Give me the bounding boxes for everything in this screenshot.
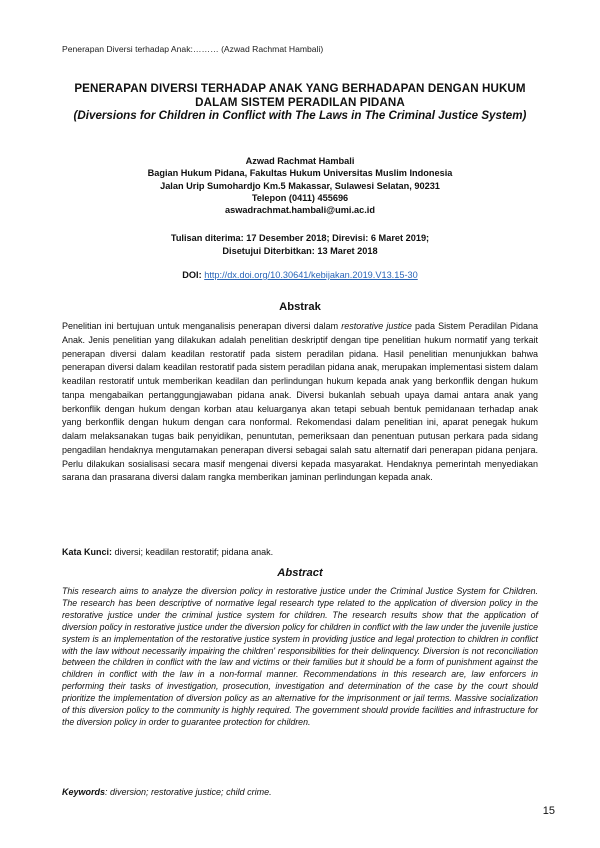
abstrak-text-part-1: Penelitian ini bertujuan untuk menganalisis penerapan diversi dalam — [62, 321, 342, 331]
paper-title: PENERAPAN DIVERSI TERHADAP ANAK YANG BERHADAPAN DENGAN HUKUM DALAM SISTEM PERADILAN PIDANA — [74, 82, 526, 109]
doi-label: DOI: — [182, 270, 202, 280]
author-address: Jalan Urip Sumohardjo Km.5 Makassar, Sulawesi Selatan, 90231 — [160, 180, 440, 191]
abstrak-italic-term: restorative justice — [341, 321, 412, 331]
kata-kunci — [62, 547, 538, 557]
submission-dates — [62, 232, 538, 257]
abstract-text: This research aims to analyze the diversion policy in restorative justice under the Criminal Justice System for Children. The research has been descriptive of normative legal research type related to the application of diversion policy in the restorative justice under the criminal justice system for children. The research results show that the application of diversion policy in restorative justice under the diversion policy for children in conflict with the law under the juvenile justice system is an implementation of the restorative justice system in providing justice and legal protection to children in conflict with the law without necessarily impairing the children' responsibilities for their delinquency. Diversion is not reconciliation between the children in conflict with the law and victims or their families but it should be a form of punishment against the children in conflict with the law in a non-formal manner. Recommendations in this research are, law enforcers in performing their tasks of investigation, prosecution, investigation and determination of the case by the court should prioritize the implementation of diversion policy as an alternative for the imprisonment or jail terms. Massive socialization of this diversion policy to the community is highly required. The government should provide facilities and infrastructure for the diversion policy in order to guarantee protection for children. — [62, 586, 538, 727]
keywords-values: : diversion; restorative justice; child crime. — [105, 787, 272, 797]
title-block — [62, 82, 538, 123]
doi — [62, 270, 538, 280]
doi-link[interactable]: http://dx.doi.org/10.30641/kebijakan.2019.V13.15-30 — [204, 270, 418, 280]
abstrak-text — [62, 320, 538, 485]
kata-kunci-label: Kata Kunci: — [62, 547, 113, 557]
author-block — [62, 155, 538, 216]
dates-line-1: Tulisan diterima: 17 Desember 2018; Direvisi: 6 Maret 2019; — [170, 233, 430, 243]
paper-title-english: (Diversions for Children in Conflict with The Laws in The Criminal Justice System) — [73, 109, 527, 122]
dates-line-2: Disetujui Diterbitkan: 13 Maret 2018 — [222, 245, 378, 256]
keywords — [62, 787, 538, 797]
author-email[interactable]: aswadrachmat.hambali@umi.ac.id — [225, 205, 375, 216]
author-phone: Telepon (0411) 455696 — [251, 192, 349, 203]
abstract-heading: Abstract — [277, 567, 323, 579]
abstrak-text-part-2: pada Sistem Peradilan Pidana Anak. Jenis penelitian yang dilakukan adalah penelitian deskriptif dengan tipe penelitian hukum normatif yang terkait penerapan diversi dalam keadilan restoratif pada sistem peradilan pidana. Hasil penelitian menunjukkan bahwa penerapan diversi dalam keadilan restoratif pada sistem peradilan pidana anak, merupakan implementasi sistem dalam keadilan restoratif untuk memberikan keadilan dan perlindungan hukum kepada anak yang berkonflik dengan hukum tanpa mengabaikan pertanggungjawaban pidana anak. Diversi bukanlah sebuah upaya damai antara anak yang berkonflik dengan hukum dengan korban atau keluarganya akan tetapi sebuah bentuk pemidanaan terhadap anak yang berkonflik dengan hukum dengan cara nonformal. Rekomendasi dalam penelitian ini, aparat penegak hukum dalam melaksanakan tugas baik penyidikan, penuntutan, pemeriksaan dan penentuan putusan perkara pada sidang pengadilan hendaknya mengutamakan penerapan diversi sebagai salah satu alternatif dari penerapan pidana penjara. Perlu dilakukan sosialisasi secara masif mengenai diversi kepada masyarakat. Hendaknya pemerintah menyediakan sarana dan prasarana diversi dalam rangka memberikan jaminan perlindungan kepada anak. — [62, 321, 538, 483]
page-number: 15 — [542, 805, 555, 817]
author-name: Azwad Rachmat Hambali — [245, 156, 355, 166]
kata-kunci-values: diversi; keadilan restoratif; pidana anak. — [112, 547, 274, 557]
running-header: Penerapan Diversi terhadap Anak:……… (Azwad Rachmat Hambali) — [62, 44, 324, 54]
keywords-label: Keywords — [62, 787, 106, 797]
author-affiliation: Bagian Hukum Pidana, Fakultas Hukum Universitas Muslim Indonesia — [147, 168, 453, 179]
abstrak-heading: Abstrak — [279, 301, 321, 313]
